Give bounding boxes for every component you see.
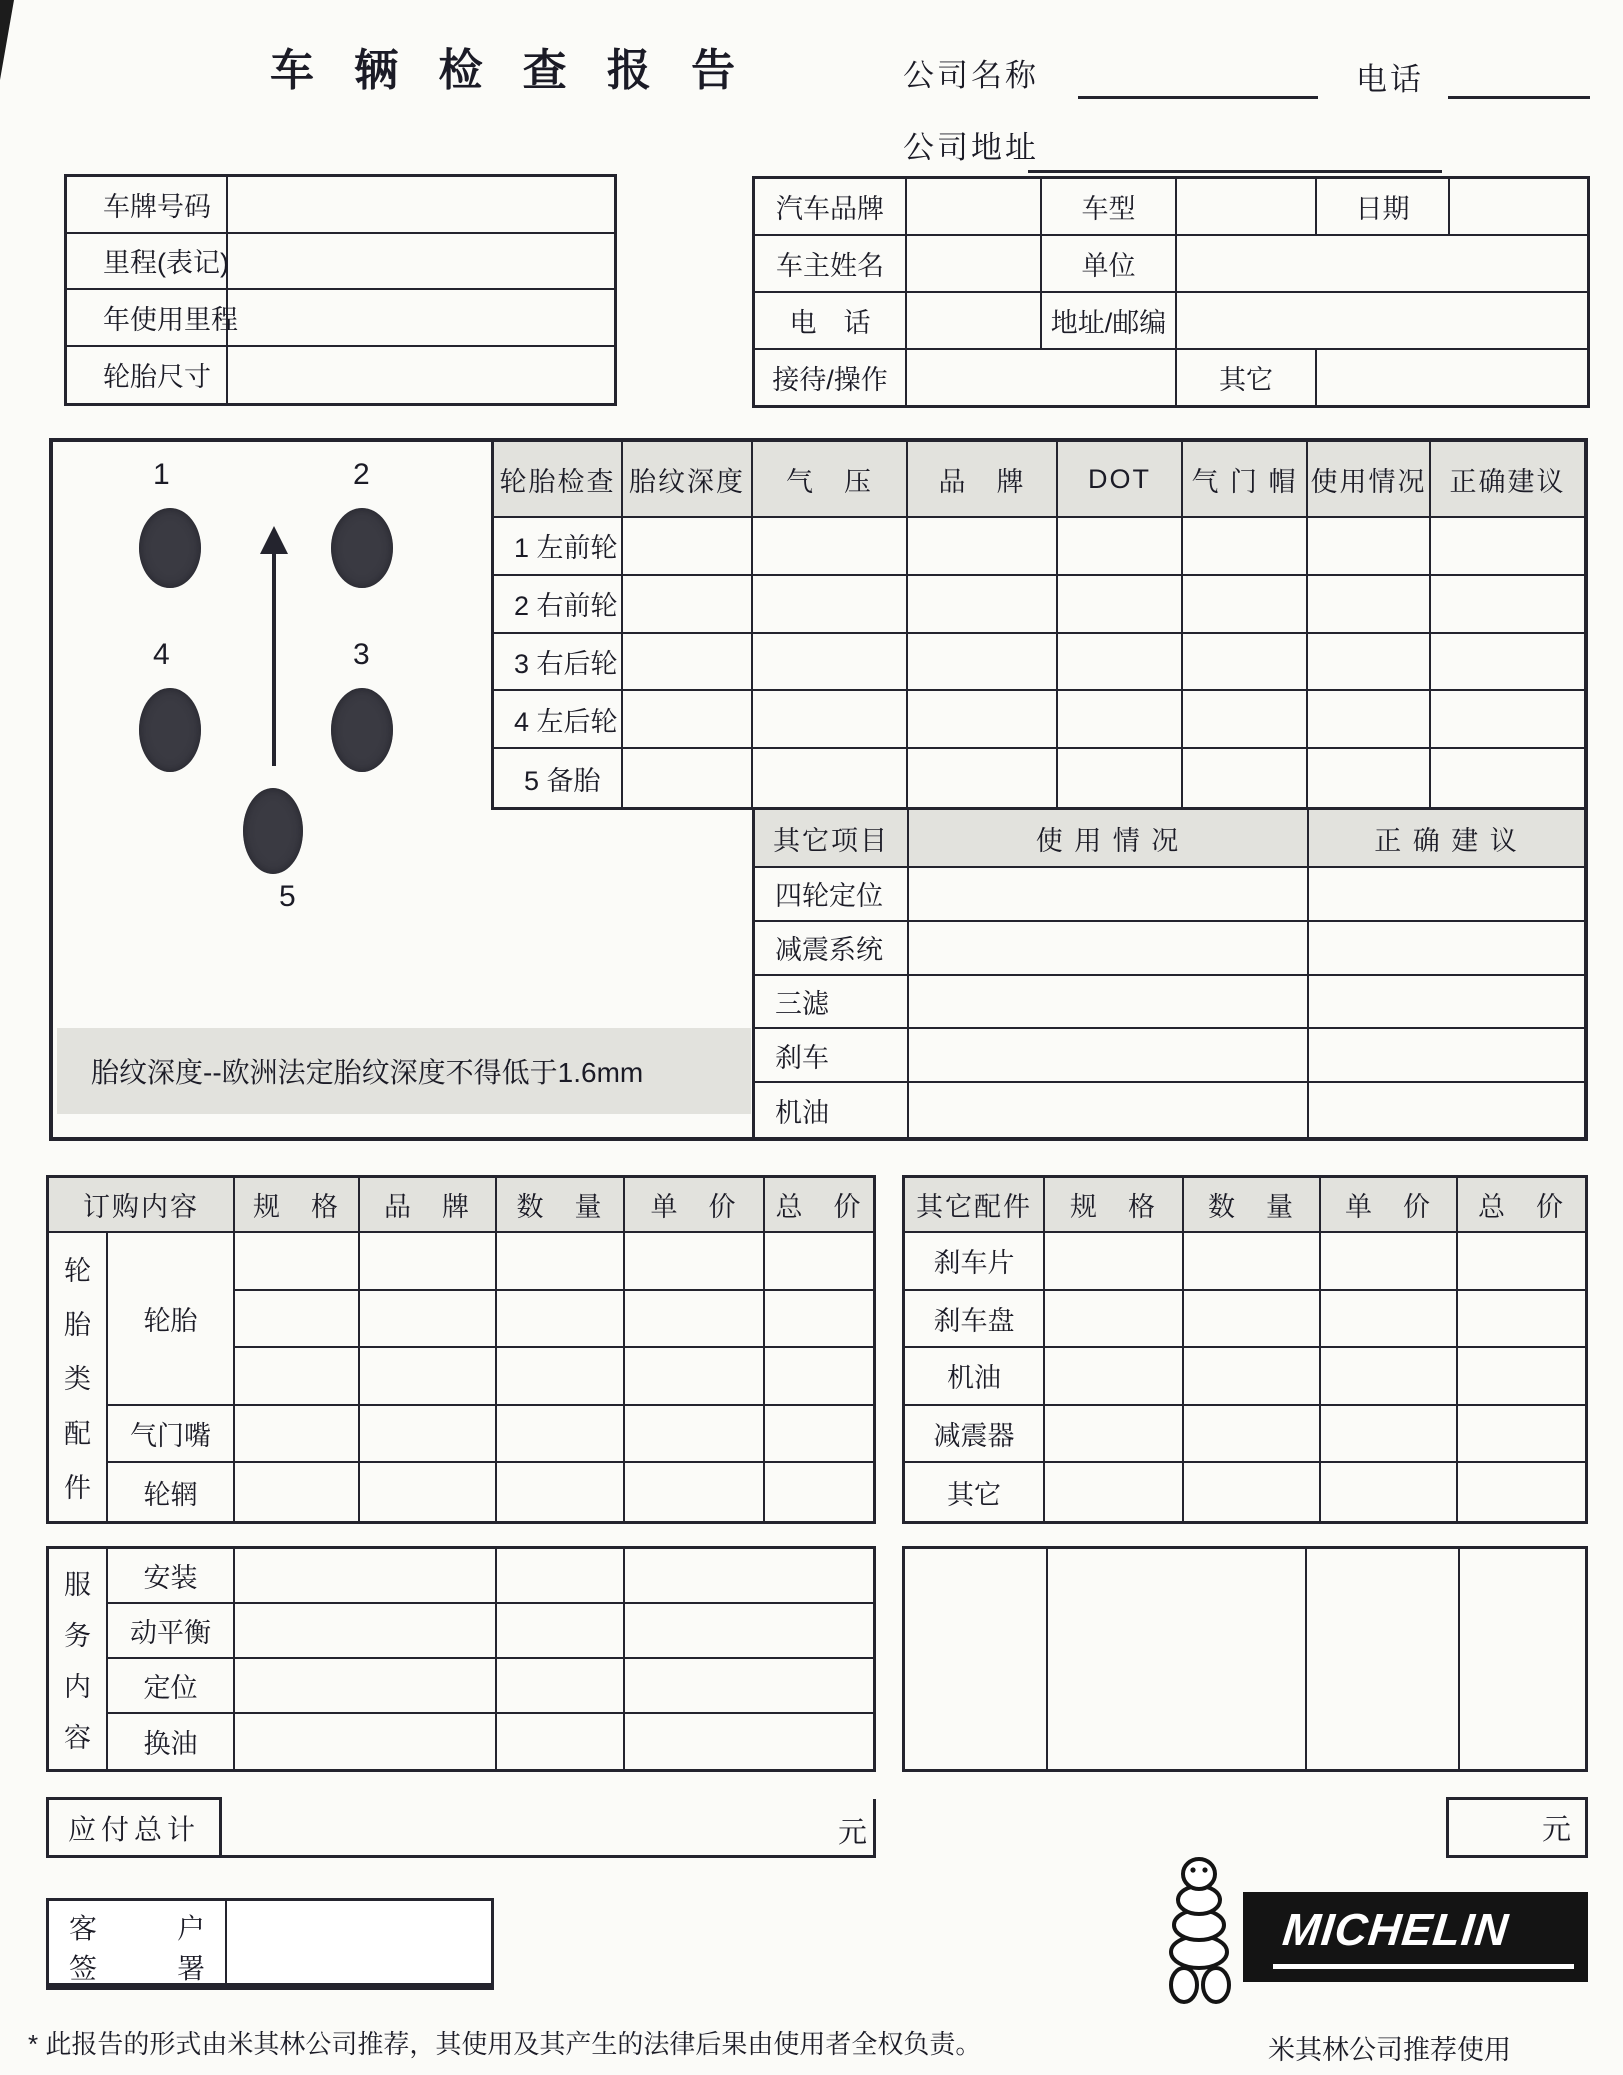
total-line-end bbox=[873, 1799, 876, 1855]
col-header-order-content: 订购内容 bbox=[49, 1178, 235, 1233]
sig-char: 签 bbox=[69, 1953, 98, 1984]
empty-cell bbox=[1317, 350, 1587, 405]
empty-cell bbox=[360, 1348, 497, 1406]
phone-blank-line bbox=[1448, 96, 1590, 99]
empty-cell bbox=[235, 1233, 360, 1291]
logo-underline-stripe bbox=[1273, 1964, 1574, 1969]
empty-cell bbox=[1045, 1233, 1184, 1291]
empty-cell bbox=[1045, 1463, 1184, 1521]
empty-cell bbox=[1458, 1463, 1585, 1521]
empty-cell bbox=[1184, 1406, 1321, 1464]
tire-spare-icon bbox=[243, 788, 303, 874]
mileage-label: 里程(表记) bbox=[67, 234, 228, 291]
empty-cell bbox=[235, 1604, 497, 1659]
empty-cell bbox=[1458, 1291, 1585, 1349]
col-header-advice: 正 确 建 议 bbox=[1309, 810, 1584, 868]
empty-cell bbox=[905, 1549, 1048, 1769]
tire-position-label-2: 2 bbox=[353, 458, 370, 491]
tire-row-label: 1 左前轮 bbox=[494, 518, 623, 576]
empty-cell bbox=[625, 1406, 765, 1464]
empty-cell bbox=[360, 1291, 497, 1349]
empty-cell bbox=[1458, 1233, 1585, 1291]
page-title: 车 辆 检 查 报 告 bbox=[270, 46, 750, 95]
total-payable-box: 应付总计 bbox=[46, 1797, 222, 1858]
other-items-table bbox=[752, 810, 1584, 1137]
empty-cell bbox=[1048, 1549, 1307, 1769]
tire-order-table bbox=[46, 1175, 876, 1524]
empty-cell bbox=[1058, 749, 1183, 807]
tire-rear-right-icon bbox=[331, 688, 393, 772]
empty-cell bbox=[1177, 179, 1317, 234]
tire-position-label-4: 4 bbox=[153, 638, 170, 671]
empty-cell bbox=[765, 1291, 873, 1349]
empty-cell bbox=[1308, 691, 1431, 749]
empty-cell bbox=[235, 1549, 497, 1604]
table-row bbox=[755, 293, 1587, 350]
col-header-other-parts: 其它配件 bbox=[905, 1178, 1045, 1233]
empty-cell bbox=[228, 347, 614, 404]
address-zip-label: 地址/邮编 bbox=[1042, 293, 1177, 348]
empty-cell bbox=[625, 1463, 765, 1521]
item-label-valve-stem: 气门嘴 bbox=[108, 1406, 235, 1464]
company-address-label: 公司地址 bbox=[903, 130, 1039, 165]
empty-cell bbox=[765, 1348, 873, 1406]
empty-cell bbox=[1309, 1029, 1584, 1083]
empty-cell bbox=[1308, 576, 1431, 634]
category-char: 内 bbox=[64, 1672, 91, 1702]
empty-cell bbox=[623, 749, 753, 807]
empty-cell bbox=[753, 749, 908, 807]
signature-labels bbox=[49, 1901, 227, 1983]
service-label-install: 安装 bbox=[108, 1549, 235, 1604]
company-address-blank-line bbox=[1028, 170, 1442, 173]
empty-cell bbox=[1058, 518, 1183, 576]
empty-cell bbox=[1045, 1348, 1184, 1406]
unit-label: 单位 bbox=[1042, 236, 1177, 291]
other-parts-table bbox=[902, 1175, 1588, 1524]
empty-cell bbox=[1460, 1549, 1585, 1769]
empty-cell bbox=[1308, 518, 1431, 576]
service-label-balance: 动平衡 bbox=[108, 1604, 235, 1659]
empty-cell bbox=[909, 922, 1309, 976]
tread-depth-note: 胎纹深度--欧洲法定胎纹深度不得低于1.6mm bbox=[57, 1028, 751, 1114]
col-header-brand: 品 牌 bbox=[908, 442, 1058, 518]
empty-cell bbox=[1184, 1348, 1321, 1406]
currency-box-right: 元 bbox=[1446, 1797, 1588, 1858]
empty-cell bbox=[908, 691, 1058, 749]
service-blank-area bbox=[902, 1546, 1588, 1772]
annual-mileage-label: 年使用里程 bbox=[67, 290, 228, 347]
plate-number-label: 车牌号码 bbox=[67, 177, 228, 234]
col-header-spec: 规 格 bbox=[1045, 1178, 1184, 1233]
empty-cell bbox=[235, 1291, 360, 1349]
empty-cell bbox=[1308, 634, 1431, 692]
reception-operator-label: 接待/操作 bbox=[755, 350, 907, 405]
empty-cell bbox=[1177, 236, 1587, 291]
empty-cell bbox=[625, 1233, 765, 1291]
tire-position-label-3: 3 bbox=[353, 638, 370, 671]
empty-cell bbox=[497, 1604, 625, 1659]
category-service-content bbox=[49, 1549, 108, 1769]
empty-cell bbox=[753, 691, 908, 749]
empty-cell bbox=[1321, 1291, 1458, 1349]
empty-cell bbox=[909, 868, 1309, 922]
empty-cell bbox=[497, 1233, 625, 1291]
col-header-tread-depth: 胎纹深度 bbox=[623, 442, 753, 518]
category-char: 务 bbox=[64, 1621, 91, 1651]
other-item-label: 减震系统 bbox=[755, 922, 909, 976]
part-label: 减震器 bbox=[905, 1406, 1045, 1464]
empty-cell bbox=[907, 179, 1042, 234]
empty-cell bbox=[360, 1463, 497, 1521]
col-header-tire-check: 轮胎检查 bbox=[494, 442, 623, 518]
company-name-blank-line bbox=[1078, 96, 1318, 99]
category-char: 类 bbox=[64, 1364, 91, 1395]
phone-label: 电话 bbox=[1356, 62, 1424, 97]
col-header-advice: 正确建议 bbox=[1431, 442, 1584, 518]
empty-cell bbox=[360, 1406, 497, 1464]
empty-cell bbox=[1308, 749, 1431, 807]
empty-cell bbox=[1309, 868, 1584, 922]
michelin-wordmark: MICHELIN bbox=[1280, 1904, 1512, 1955]
tire-front-right-icon bbox=[331, 508, 393, 588]
sig-char: 客 bbox=[69, 1913, 98, 1944]
car-model-label: 车型 bbox=[1042, 179, 1177, 234]
empty-cell bbox=[235, 1406, 360, 1464]
tire-rear-left-icon bbox=[139, 688, 201, 772]
empty-cell bbox=[1177, 293, 1587, 348]
empty-cell bbox=[497, 1348, 625, 1406]
empty-cell bbox=[1058, 691, 1183, 749]
michelin-logo bbox=[1243, 1892, 1588, 1982]
service-label-oil-change: 换油 bbox=[108, 1714, 235, 1769]
direction-arrow-icon bbox=[260, 526, 288, 554]
sig-char: 户 bbox=[176, 1913, 205, 1944]
sig-char: 署 bbox=[176, 1953, 205, 1984]
empty-cell bbox=[625, 1604, 873, 1659]
col-header-brand: 品 牌 bbox=[360, 1178, 497, 1233]
other-label: 其它 bbox=[1177, 350, 1317, 405]
empty-cell bbox=[1058, 576, 1183, 634]
empty-cell bbox=[1321, 1406, 1458, 1464]
empty-cell bbox=[1309, 922, 1584, 976]
signature-blank-area bbox=[227, 1901, 491, 1983]
empty-cell bbox=[909, 976, 1309, 1030]
empty-cell bbox=[228, 234, 614, 291]
tire-position-label-1: 1 bbox=[153, 458, 170, 491]
empty-cell bbox=[235, 1463, 360, 1521]
empty-cell bbox=[497, 1463, 625, 1521]
col-header-unit-price: 单 价 bbox=[625, 1178, 765, 1233]
empty-cell bbox=[753, 576, 908, 634]
empty-cell bbox=[908, 634, 1058, 692]
empty-cell bbox=[907, 350, 1177, 405]
category-char: 容 bbox=[64, 1723, 91, 1753]
col-header-dot: DOT bbox=[1058, 442, 1183, 518]
recommendation-footnote: 米其林公司推荐使用 bbox=[1268, 2035, 1511, 2065]
empty-cell bbox=[497, 1549, 625, 1604]
tire-row-label: 4 左后轮 bbox=[494, 691, 623, 749]
category-char: 服 bbox=[64, 1570, 91, 1600]
empty-cell bbox=[235, 1659, 497, 1714]
empty-cell bbox=[1183, 576, 1308, 634]
empty-cell bbox=[625, 1659, 873, 1714]
empty-cell bbox=[1183, 691, 1308, 749]
item-label-rim: 轮辋 bbox=[108, 1463, 235, 1521]
tire-position-label-5: 5 bbox=[279, 880, 296, 913]
part-label: 机油 bbox=[905, 1348, 1045, 1406]
empty-cell bbox=[908, 576, 1058, 634]
empty-cell bbox=[497, 1659, 625, 1714]
empty-cell bbox=[1431, 749, 1584, 807]
other-item-label: 机油 bbox=[755, 1083, 909, 1137]
col-header-unit-price: 单 价 bbox=[1321, 1178, 1458, 1233]
service-table bbox=[46, 1546, 876, 1772]
empty-cell bbox=[625, 1348, 765, 1406]
tire-front-left-icon bbox=[139, 508, 201, 588]
tire-size-label: 轮胎尺寸 bbox=[67, 347, 228, 404]
empty-cell bbox=[360, 1233, 497, 1291]
table-row bbox=[755, 179, 1587, 236]
other-item-label: 刹车 bbox=[755, 1029, 909, 1083]
part-label: 其它 bbox=[905, 1463, 1045, 1521]
bibendum-mascot-icon bbox=[1146, 1854, 1260, 2008]
vehicle-basic-info-table bbox=[64, 174, 617, 406]
table-row bbox=[755, 350, 1587, 405]
category-char: 胎 bbox=[64, 1310, 91, 1341]
inspection-section bbox=[49, 438, 1588, 1141]
empty-cell bbox=[623, 576, 753, 634]
category-tire-accessories bbox=[49, 1233, 108, 1521]
date-label: 日期 bbox=[1317, 179, 1450, 234]
tire-inspection-table bbox=[491, 442, 1584, 810]
other-item-label: 四轮定位 bbox=[755, 868, 909, 922]
empty-cell bbox=[907, 236, 1042, 291]
empty-cell bbox=[497, 1291, 625, 1349]
empty-cell bbox=[1321, 1348, 1458, 1406]
empty-cell bbox=[1321, 1233, 1458, 1291]
empty-cell bbox=[497, 1714, 625, 1769]
item-label-tires: 轮胎 bbox=[108, 1233, 235, 1406]
currency-label-left: 元 bbox=[838, 1817, 868, 1849]
empty-cell bbox=[753, 634, 908, 692]
empty-cell bbox=[765, 1233, 873, 1291]
car-brand-label: 汽车品牌 bbox=[755, 179, 907, 234]
empty-cell bbox=[1184, 1291, 1321, 1349]
empty-cell bbox=[909, 1083, 1309, 1137]
empty-cell bbox=[623, 634, 753, 692]
disclaimer-footnote: * 此报告的形式由米其林公司推荐，其使用及其产生的法律后果由使用者全权负责。 bbox=[28, 2029, 982, 2059]
empty-cell bbox=[1431, 634, 1584, 692]
empty-cell bbox=[1183, 749, 1308, 807]
empty-cell bbox=[908, 518, 1058, 576]
company-name-label: 公司名称 bbox=[903, 58, 1039, 93]
empty-cell bbox=[908, 749, 1058, 807]
empty-cell bbox=[1184, 1463, 1321, 1521]
col-header-pressure: 气 压 bbox=[753, 442, 908, 518]
owner-phone-label: 电 话 bbox=[755, 293, 907, 348]
scan-artifact-corner bbox=[0, 0, 14, 80]
empty-cell bbox=[625, 1549, 873, 1604]
empty-cell bbox=[1450, 179, 1587, 234]
category-char: 配 bbox=[64, 1418, 91, 1449]
customer-signature-box bbox=[46, 1898, 494, 1990]
empty-cell bbox=[228, 290, 614, 347]
empty-cell bbox=[1183, 518, 1308, 576]
empty-cell bbox=[1321, 1463, 1458, 1521]
col-header-qty: 数 量 bbox=[497, 1178, 625, 1233]
empty-cell bbox=[235, 1714, 497, 1769]
col-header-total-price: 总 价 bbox=[765, 1178, 873, 1233]
empty-cell bbox=[235, 1348, 360, 1406]
empty-cell bbox=[623, 691, 753, 749]
empty-cell bbox=[1458, 1348, 1585, 1406]
empty-cell bbox=[497, 1406, 625, 1464]
service-label-alignment: 定位 bbox=[108, 1659, 235, 1714]
empty-cell bbox=[1309, 1083, 1584, 1137]
col-header-spec: 规 格 bbox=[235, 1178, 360, 1233]
empty-cell bbox=[1058, 634, 1183, 692]
signature-label-line bbox=[69, 1907, 205, 1947]
empty-cell bbox=[1431, 576, 1584, 634]
col-header-usage: 使 用 情 况 bbox=[909, 810, 1309, 868]
col-header-qty: 数 量 bbox=[1184, 1178, 1321, 1233]
direction-arrow-shaft bbox=[272, 554, 276, 766]
empty-cell bbox=[228, 177, 614, 234]
empty-cell bbox=[765, 1406, 873, 1464]
category-char: 轮 bbox=[64, 1255, 91, 1286]
empty-cell bbox=[765, 1463, 873, 1521]
part-label: 刹车盘 bbox=[905, 1291, 1045, 1349]
empty-cell bbox=[1184, 1233, 1321, 1291]
empty-cell bbox=[1431, 691, 1584, 749]
empty-cell bbox=[1309, 976, 1584, 1030]
category-char: 件 bbox=[64, 1473, 91, 1504]
empty-cell bbox=[1045, 1406, 1184, 1464]
total-line bbox=[46, 1855, 876, 1858]
empty-cell bbox=[625, 1291, 765, 1349]
col-header-valve-cap: 气 门 帽 bbox=[1183, 442, 1308, 518]
signature-label-line bbox=[69, 1947, 205, 1987]
empty-cell bbox=[1431, 518, 1584, 576]
col-header-other-items: 其它项目 bbox=[755, 810, 909, 868]
empty-cell bbox=[1458, 1406, 1585, 1464]
empty-cell bbox=[1045, 1291, 1184, 1349]
empty-cell bbox=[753, 518, 908, 576]
part-label: 刹车片 bbox=[905, 1233, 1045, 1291]
empty-cell bbox=[625, 1714, 873, 1769]
empty-cell bbox=[1307, 1549, 1460, 1769]
empty-cell bbox=[909, 1029, 1309, 1083]
owner-info-table bbox=[752, 176, 1590, 408]
tire-row-label: 5 备胎 bbox=[494, 749, 623, 807]
col-header-total-price: 总 价 bbox=[1458, 1178, 1585, 1233]
empty-cell bbox=[623, 518, 753, 576]
empty-cell bbox=[907, 293, 1042, 348]
table-row bbox=[755, 236, 1587, 293]
empty-cell bbox=[1183, 634, 1308, 692]
col-header-condition: 使用情况 bbox=[1308, 442, 1431, 518]
other-item-label: 三滤 bbox=[755, 976, 909, 1030]
owner-name-label: 车主姓名 bbox=[755, 236, 907, 291]
tire-row-label: 2 右前轮 bbox=[494, 576, 623, 634]
tire-row-label: 3 右后轮 bbox=[494, 634, 623, 692]
